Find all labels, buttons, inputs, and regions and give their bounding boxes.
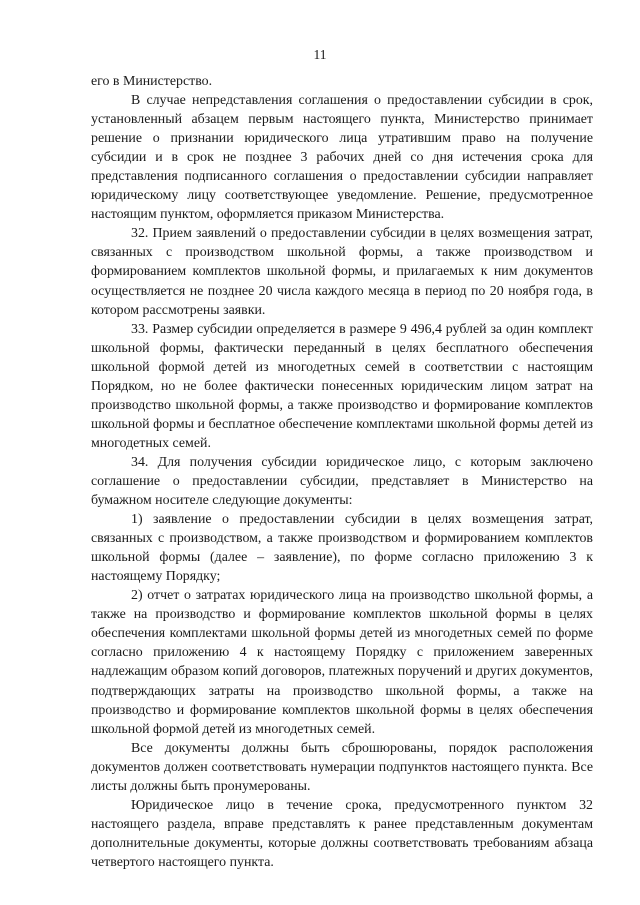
paragraph-additional-documents: Юридическое лицо в течение срока, предусмотренного пунктом 32 настоящего раздела, вправе представлять к ранее представленным документам дополнительные документы, которые должны соответствовать требованиям абзаца четвертого настоящего пункта. — [91, 797, 593, 870]
document-body — [91, 72, 593, 872]
paragraph-continuation: его в Министерство. — [91, 74, 213, 89]
paragraph-subitem-1: 1) заявление о предоставлении субсидии в целях возмещения затрат, связанных с производством, а также производством и формированием комплектов школьной формы (далее – заявление), по форме согласно приложению 3 к настоящему Порядку; — [91, 512, 593, 585]
paragraph-item-34: 34. Для получения субсидии юридическое лицо, с которым заключено соглашение о предоставлении субсидии, представляет в Министерство на бумажном носителе следующие документы: — [91, 454, 593, 509]
paragraph-agreement-failure: В случае непредставления соглашения о предоставлении субсидии в срок, установленный абзацем первым настоящего пункта, Министерство принимает решение о признании юридического лица утратившим право на получение субсидии и в срок не позднее 3 рабочих дней со дня истечения срока для представления подписанного соглашения о предоставлении субсидии направляет юридическому лицу соответствующее уведомление. Решение, предусмотренное настоящим пунктом, оформляется приказом Министерства. — [91, 93, 593, 223]
paragraph-item-33: 33. Размер субсидии определяется в размере 9 496,4 рублей за один комплект школьной формы, фактически переданный в целях бесплатного обеспечения школьной формой детей из многодетных семей в соответствии с настоящим Порядком, но не более фактически понесенных юридическим лицом затрат на производство школьной формы, а также производство и формирование комплектов школьной формы и бесплатное обеспечение комплектами школьной формы детей из многодетных семей. — [91, 321, 593, 451]
paragraph-binding-requirements: Все документы должны быть сброшюрованы, порядок расположения документов должен соответствовать нумерации подпунктов настоящего пункта. Все листы должны быть пронумерованы. — [91, 740, 593, 794]
paragraph-item-32: 32. Прием заявлений о предоставлении субсидии в целях возмещения затрат, связанных с производством школьной формы, а также производством и формированием комплектов школьной формы, и прилагаемых к ним документов осуществляется не позднее 20 числа каждого месяца в период по 20 ноября года, в котором рассмотрены заявки. — [91, 226, 593, 318]
page-number: 11 — [313, 47, 327, 62]
paragraph-subitem-2: 2) отчет о затратах юридического лица на производство школьной формы, а также на производство и формирование комплектов школьной формы в целях обеспечения комплектами школьной формы детей из многодетных семей по форме согласно приложению 4 к настоящему Порядку с приложением заверенных надлежащим образом копий договоров, платежных поручений и других документов, подтверждающих затраты на производство школьной формы, а также на производство и формирование комплектов школьной формы в целях обеспечения школьной формой детей из многодетных семей. — [91, 588, 593, 737]
